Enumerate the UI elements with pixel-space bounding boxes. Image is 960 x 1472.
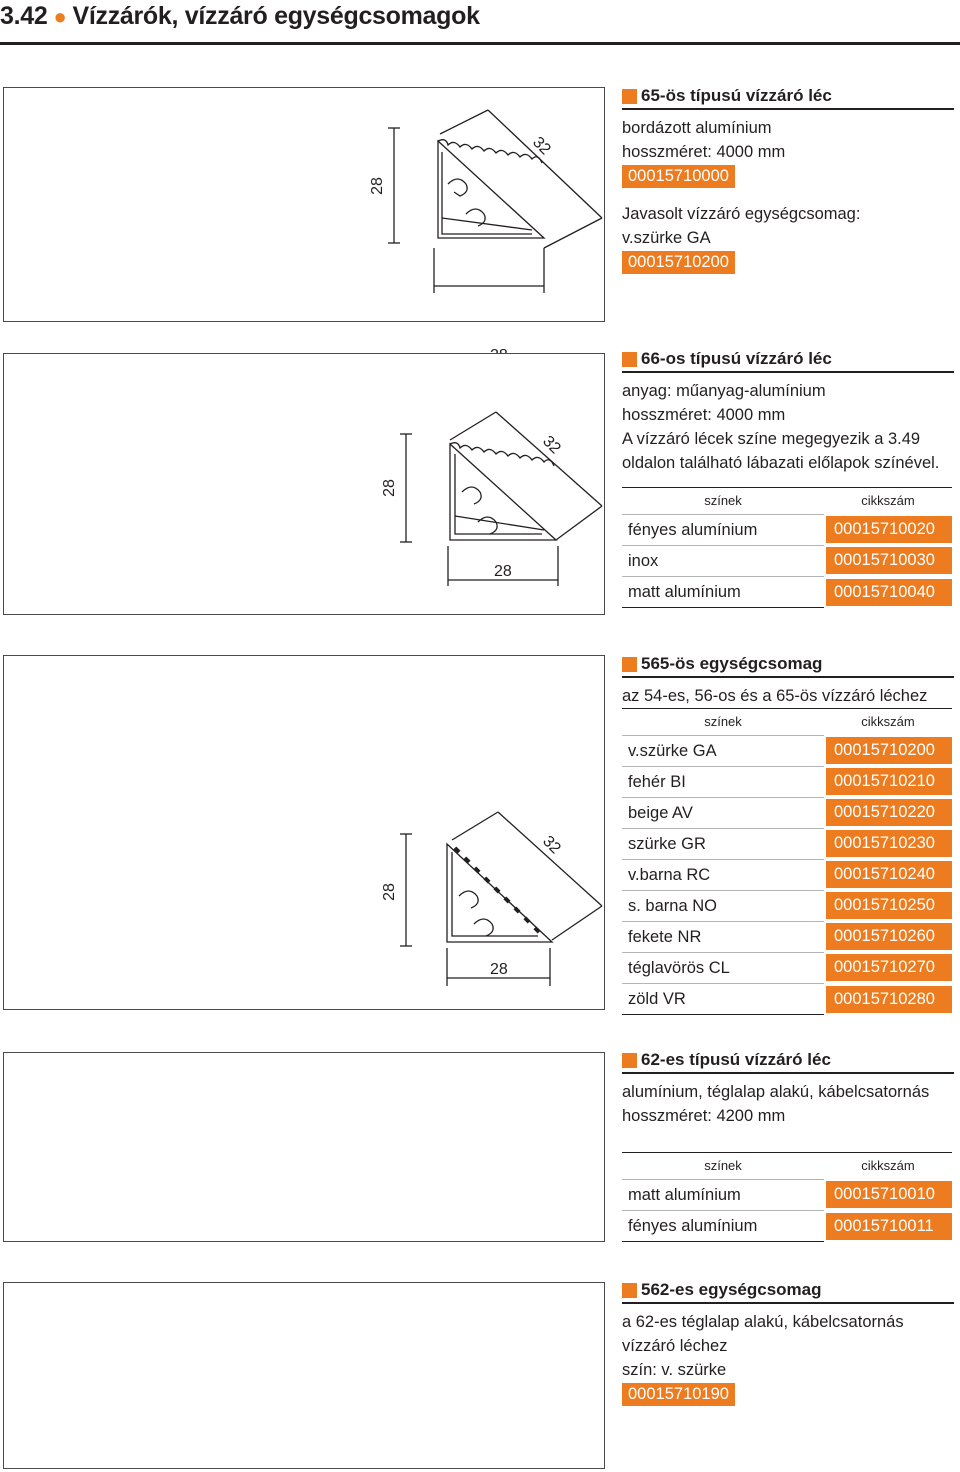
article-code: 00015710230 [826, 830, 952, 857]
color-name: v.szürke GA [622, 735, 824, 766]
color-table [622, 1152, 952, 1242]
table-row [622, 983, 952, 1015]
section-65-info [622, 84, 954, 274]
figure-pack-562 [3, 1282, 605, 1469]
dim-width: 28 [494, 563, 512, 580]
article-code: 00015710210 [826, 768, 952, 795]
table-row [622, 797, 952, 828]
table-row [622, 828, 952, 859]
article-code: 00015710020 [826, 516, 952, 543]
figure-profile-66 [3, 353, 605, 615]
spec-line: hosszméret: 4000 mm [622, 142, 786, 161]
section-565-info [622, 652, 954, 1015]
table-row [622, 545, 952, 576]
heading-rule [622, 676, 954, 678]
table-row [622, 766, 952, 797]
col-header-code: cikkszám [824, 708, 952, 735]
bullet-dot-icon: ● [53, 4, 67, 29]
col-header-code: cikkszám [824, 1152, 952, 1179]
section-66-info [622, 347, 954, 608]
spec-line: A vízzáró lécek színe megegyezik a 3.49 [622, 429, 921, 448]
color-name: beige AV [622, 797, 824, 828]
spec-line: vízzáró léchez [622, 1336, 728, 1355]
color-name: s. barna NO [622, 890, 824, 921]
article-code: 00015710010 [826, 1181, 952, 1208]
col-header-colors: színek [622, 708, 824, 735]
spec-line: alumínium, téglalap alakú, kábelcsatornás [622, 1082, 930, 1101]
heading-rule [622, 1072, 954, 1074]
figure-profile-65 [3, 87, 605, 322]
dim-width: 28 [490, 961, 508, 978]
article-code: 00015710250 [826, 892, 952, 919]
article-code: 00015710030 [826, 547, 952, 574]
heading-rule [622, 108, 954, 110]
article-code: 00015710240 [826, 861, 952, 888]
recommend-label: Javasolt vízzáró egységcsomag: [622, 204, 861, 223]
article-code: 00015710200 [826, 737, 952, 764]
section-heading: 65-ös típusú vízzáró léc [622, 84, 954, 108]
dim-diagonal: 32 [539, 832, 564, 858]
color-name: inox [622, 545, 824, 576]
color-name: fényes alumínium [622, 1210, 824, 1242]
recommend-code: 00015710200 [622, 251, 735, 274]
spec-line: anyag: műanyag-alumínium [622, 381, 826, 400]
color-name: fényes alumínium [622, 514, 824, 545]
article-code: 00015710280 [826, 986, 952, 1013]
color-name: matt alumínium [622, 1179, 824, 1210]
section-heading: 62-es típusú vízzáró léc [622, 1048, 954, 1072]
section-heading: 562-es egységcsomag [622, 1278, 954, 1302]
table-row [622, 735, 952, 766]
table-row [622, 514, 952, 545]
col-header-code: cikkszám [824, 487, 952, 514]
color-name: v.barna RC [622, 859, 824, 890]
article-code: 00015710000 [622, 165, 735, 188]
rib-pattern [453, 846, 540, 933]
table-row [622, 1210, 952, 1242]
article-code: 00015710270 [826, 954, 952, 981]
color-name: téglavörös CL [622, 952, 824, 983]
spec-line: a 62-es téglalap alakú, kábelcsatornás [622, 1312, 904, 1331]
table-row [622, 952, 952, 983]
table-row [622, 921, 952, 952]
color-name: fekete NR [622, 921, 824, 952]
table-row [622, 1179, 952, 1210]
heading-rule [622, 1302, 954, 1304]
spec-line: bordázott alumínium [622, 118, 772, 137]
spec-line: hosszméret: 4000 mm [622, 405, 786, 424]
recommend-line: v.szürke GA [622, 228, 711, 247]
article-code: 00015710040 [826, 579, 952, 606]
table-row [622, 859, 952, 890]
spec-line: szín: v. szürke [622, 1360, 727, 1379]
dim-height: 28 [381, 883, 398, 901]
color-name: fehér BI [622, 766, 824, 797]
dim-diagonal: 32 [529, 133, 554, 159]
color-name: szürke GR [622, 828, 824, 859]
article-code: 00015710220 [826, 799, 952, 826]
dim-diagonal: 32 [539, 432, 564, 458]
color-table [622, 487, 952, 608]
page-title-text: Vízzárók, vízzáró egységcsomagok [72, 2, 480, 30]
spec-line: az 54-es, 56-os és a 65-ös vízzáró léchez [622, 686, 928, 705]
col-header-colors: színek [622, 487, 824, 514]
section-heading: 66-os típusú vízzáró léc [622, 347, 954, 371]
dim-height: 28 [381, 479, 398, 497]
title-rule [0, 42, 960, 45]
spec-line: hosszméret: 4200 mm [622, 1106, 786, 1125]
page-title [0, 2, 480, 31]
color-name: zöld VR [622, 983, 824, 1015]
heading-rule [622, 371, 954, 373]
section-heading: 565-ös egységcsomag [622, 652, 954, 676]
color-name: matt alumínium [622, 576, 824, 608]
section-562-info [622, 1278, 954, 1406]
dim-height: 28 [369, 177, 386, 195]
section-62-info [622, 1048, 954, 1242]
spec-line: oldalon található lábazati előlapok színével. [622, 453, 940, 472]
table-row [622, 576, 952, 608]
article-code: 00015710011 [826, 1213, 952, 1240]
page-number: 3.42 [0, 2, 48, 30]
figure-profile-62 [3, 1052, 605, 1242]
article-code: 00015710260 [826, 923, 952, 950]
article-code: 00015710190 [622, 1383, 735, 1406]
col-header-colors: színek [622, 1152, 824, 1179]
figure-pack-565 [3, 655, 605, 1010]
color-table [622, 708, 952, 1015]
table-row [622, 890, 952, 921]
